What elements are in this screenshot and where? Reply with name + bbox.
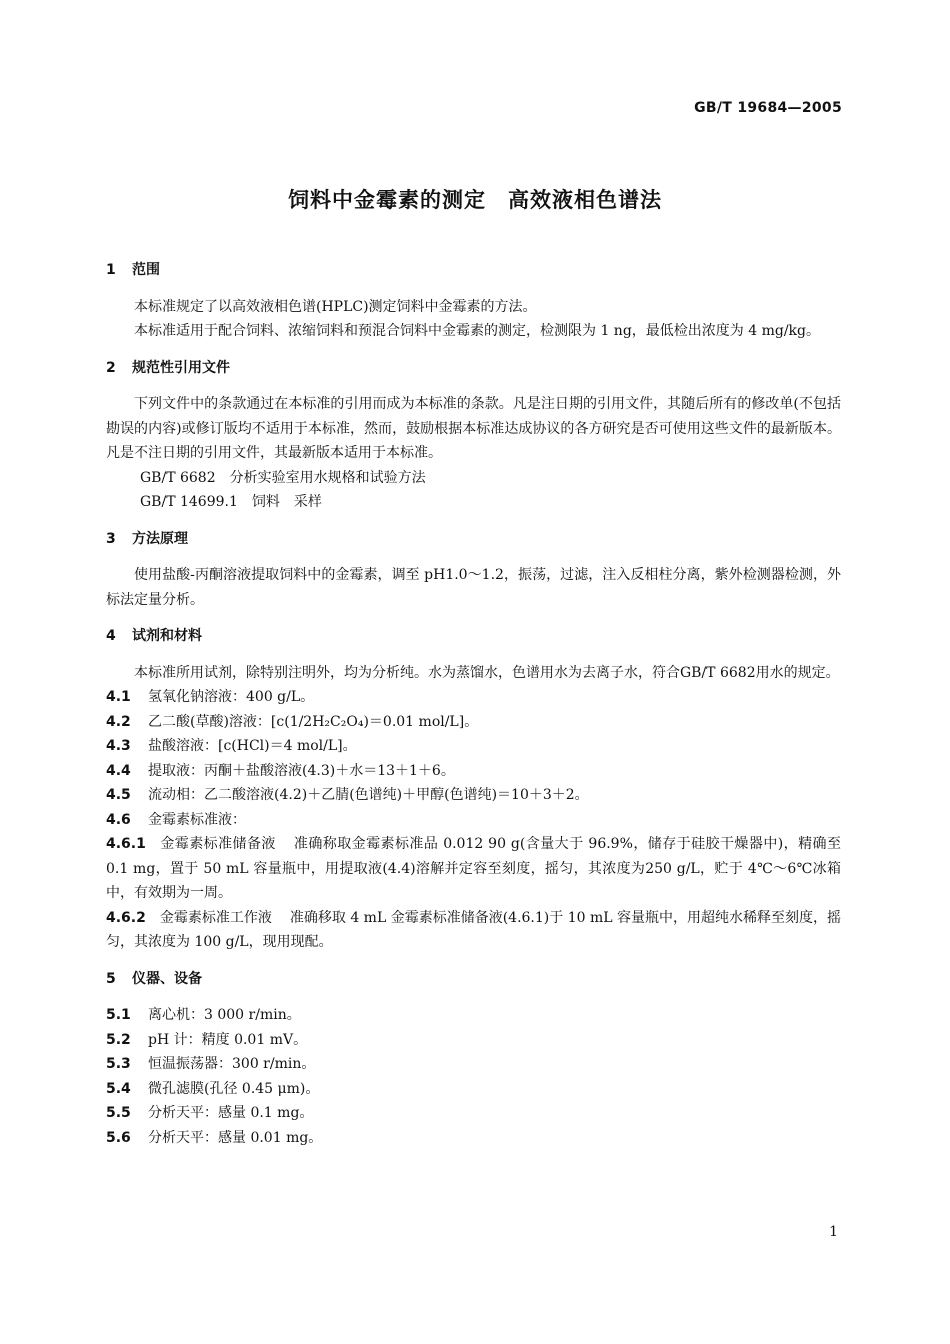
item-number: 5.5 — [106, 1105, 131, 1121]
item-text: 提取液：丙酮＋盐酸溶液(4.3)＋水＝13＋1＋6。 — [148, 762, 455, 779]
list-item — [106, 1101, 841, 1126]
list-item — [106, 759, 841, 784]
list-item — [106, 1077, 841, 1102]
item-number: 4.5 — [106, 787, 131, 803]
section-number: 5 — [106, 970, 116, 987]
standard-code: GB/T 19684—2005 — [694, 100, 842, 116]
item-term: 金霉素标准工作液 — [159, 909, 272, 926]
item-text: 微孔滤膜(孔径 0.45 μm)。 — [148, 1080, 320, 1097]
item-term: 金霉素标准储备液 — [159, 836, 276, 852]
paragraph: 本标准适用于配合饲料、浓缩饲料和预混合饲料中金霉素的测定，检测限为 1 ng，最低检出浓度为 4 mg/kg。 — [134, 323, 820, 339]
list-item — [106, 1028, 841, 1053]
paragraph: 使用盐酸-丙酮溶液提取饲料中的金霉素，调至 pH1.0～1.2，振荡，过滤，注入反相柱分离，紫外检测器检测，外标法定量分析。 — [106, 567, 841, 608]
item-number: 5.1 — [106, 1007, 131, 1023]
paragraph: 本标准规定了以高效液相色谱(HPLC)测定饲料中金霉素的方法。 — [134, 298, 537, 315]
item-number: 5.4 — [106, 1080, 131, 1097]
document-body — [106, 258, 841, 1150]
section-heading-normative-references — [106, 356, 841, 381]
section-number: 1 — [106, 262, 116, 278]
item-text: 金霉素标准液： — [148, 811, 246, 828]
section-title: 方法原理 — [132, 530, 188, 547]
section-title: 规范性引用文件 — [132, 359, 230, 376]
section-heading-apparatus — [106, 967, 841, 992]
item-number: 4.4 — [106, 762, 131, 779]
paragraph: 本标准所用试剂，除特别注明外，均为分析纯。水为蒸馏水，色谱用水为去离子水，符合GB/T 6682用水的规定。 — [134, 664, 840, 681]
list-item — [106, 808, 841, 833]
reference-item: GB/T 6682 分析实验室用水规格和试验方法 — [140, 469, 426, 486]
list-item — [106, 783, 841, 808]
item-text: 乙二酸(草酸)溶液：[c(1/2H₂C₂O₄)＝0.01 mol/L]。 — [148, 713, 479, 730]
item-text: 准确移取 4 mL 金霉素标准储备液(4.6.1)于 10 mL 容量瓶中，用超纯水稀释至刻度，摇匀，其浓度为 100 g/L，现用现配。 — [106, 909, 841, 950]
sub-item — [106, 906, 841, 955]
list-item — [106, 734, 841, 759]
item-text: pH 计：精度 0.01 mV。 — [148, 1031, 308, 1048]
section-heading-reagents — [106, 624, 841, 649]
page-number: 1 — [829, 1224, 838, 1240]
item-number: 4.2 — [106, 713, 131, 730]
section-title: 范围 — [132, 262, 160, 278]
item-number: 5.3 — [106, 1056, 131, 1072]
item-text: 离心机：3 000 r/min。 — [148, 1007, 301, 1023]
paragraph: 下列文件中的条款通过在本标准的引用而成为本标准的条款。凡是注日期的引用文件，其随后所有的修改单(不包括勘误的内容)或修订版均不适用于本标准，然而，鼓励根据本标准达成协议的各方研究是否可使用这些文件的最新版本。凡是不注日期的引用文件，其最新版本适用于本标准。 — [106, 396, 841, 461]
section-heading-scope — [106, 258, 841, 283]
list-item — [106, 685, 841, 710]
section-title: 仪器、设备 — [132, 970, 202, 987]
sub-item — [106, 832, 841, 906]
section-heading-principle — [106, 527, 841, 552]
section-number: 4 — [106, 628, 116, 644]
item-number: 4.1 — [106, 689, 131, 705]
item-text: 氢氧化钠溶液：400 g/L。 — [148, 689, 315, 705]
section-title: 试剂和材料 — [132, 628, 202, 644]
reference-item: GB/T 14699.1 饲料 采样 — [140, 494, 322, 510]
item-text: 恒温振荡器：300 r/min。 — [148, 1056, 316, 1072]
item-text: 分析天平：感量 0.01 mg。 — [148, 1129, 323, 1146]
item-text: 流动相：乙二酸溶液(4.2)＋乙腈(色谱纯)＋甲醇(色谱纯)＝10＋3＋2。 — [148, 787, 589, 803]
item-number: 4.3 — [106, 738, 131, 754]
item-number: 4.6.1 — [106, 836, 146, 852]
item-text: 分析天平：感量 0.1 mg。 — [148, 1105, 314, 1121]
section-number: 3 — [106, 530, 116, 547]
item-number: 4.6.2 — [106, 909, 146, 926]
list-item — [106, 1126, 841, 1151]
document-title: 饲料中金霉素的测定 高效液相色谱法 — [288, 188, 662, 212]
item-number: 5.6 — [106, 1129, 131, 1146]
item-text: 准确称取金霉素标准品 0.012 90 g(含量大于 96.9%，储存于硅胶干燥器中)，精确至 0.1 mg，置于 50 mL 容量瓶中，用提取液(4.4)溶解并定容至刻度，摇匀，其浓度为250 g/L，贮于 4℃～6℃冰箱中，有效期为一周。 — [106, 836, 842, 901]
item-number: 5.2 — [106, 1031, 131, 1048]
list-item — [106, 710, 841, 735]
section-number: 2 — [106, 359, 116, 376]
list-item — [106, 1003, 841, 1028]
item-number: 4.6 — [106, 811, 131, 828]
item-text: 盐酸溶液：[c(HCl)＝4 mol/L]。 — [148, 738, 357, 754]
list-item — [106, 1052, 841, 1077]
